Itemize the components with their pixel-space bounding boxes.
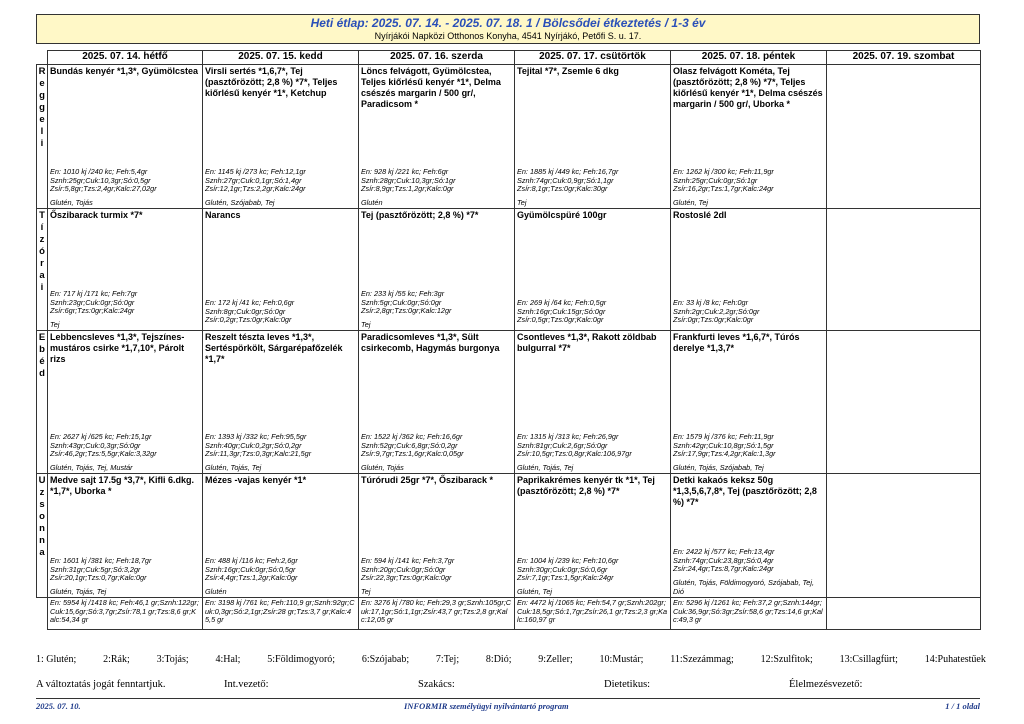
nutrition-info: En: 233 kj /55 kc; Feh:3gr Sznh:5gr;Cuk:0gr;Só:0gr Zsír:2,8gr;Tzs:0gr;Kalc:12gr	[361, 289, 452, 316]
day-header: 2025. 07. 16. szerda	[359, 51, 515, 65]
dish-name: Detki kakaós keksz 50g *1,3,5,6,7,8*, Tej (pasztőrözött; 2,8 %) *7*	[673, 475, 817, 507]
allergen-list: Tej	[361, 320, 371, 329]
menu-title: Heti étlap: 2025. 07. 14. - 2025. 07. 18. 1 / Bölcsődei étkeztetés / 1-3 év	[310, 16, 706, 30]
dish-name: Túrórudi 25gr *7*, Őszibarack *	[361, 475, 494, 485]
allergen-legend-item: 1: Glutén;	[36, 654, 77, 665]
dish-name: Frankfurti leves *1,6,7*, Túrós derelye *1,3,7*	[673, 332, 800, 353]
daily-total: En: 3276 kj /780 kc; Feh:29,3 gr;Sznh:105gr;Cuk:17,1gr;Só:1,1gr;Zsír:43,7 gr;Tzs:2,8 gr;Kalc:12,05 gr	[359, 598, 515, 630]
header-corner	[37, 51, 48, 65]
allergen-legend-item: 6:Szójabab;	[361, 654, 410, 665]
allergen-list: Glutén, Tojás, Szójabab, Tej	[673, 463, 764, 472]
meal-label: U z s o n n a	[37, 474, 48, 598]
menu-cell	[671, 209, 827, 331]
menu-cell	[827, 331, 981, 474]
allergen-legend-item: 4:Hal;	[215, 654, 241, 665]
nutrition-info: En: 488 kj /116 kc; Feh:2,6gr Sznh:16gr;Cuk:0gr;Só:0,5gr Zsír:4,4gr;Tzs:1,2gr;Kalc:0gr	[205, 556, 298, 583]
menu-cell	[359, 331, 515, 474]
nutrition-info: En: 2422 kj /577 kc; Feh:13,4gr Sznh:74gr;Cuk:23,8gr;Só:0,4gr Zsír:24,4gr;Tzs:8,7gr;Kalc:24gr	[673, 547, 775, 574]
allergen-legend-item: 13:Csillagfürt;	[839, 654, 898, 665]
nutrition-info: En: 1315 kj /313 kc; Feh:26,9gr Sznh:81gr;Cuk:2,6gr;Só:0gr Zsír:10,5gr;Tzs:0,8gr;Kalc:106,97gr	[517, 432, 632, 459]
nutrition-info: En: 717 kj /171 kc; Feh:7gr Sznh:23gr;Cuk:0gr;Só:0gr Zsír:6gr;Tzs:0gr;Kalc:24gr	[50, 289, 138, 316]
allergen-legend-item: 3:Tojás;	[156, 654, 189, 665]
menu-cell	[48, 474, 203, 598]
print-date: 2025. 07. 10.	[36, 701, 81, 711]
nutrition-info: En: 1262 kj /300 kc; Feh:11,9gr Sznh:25gr;Cuk:0gr;Só:1gr Zsír:16,2gr;Tzs:1,7gr;Kalc:24gr	[673, 167, 774, 194]
dish-name: Csontleves *1,3*, Rakott zöldbab bulgurral *7*	[517, 332, 657, 353]
allergen-list: Glutén, Tojás	[361, 463, 404, 472]
meal-row-ebed	[37, 331, 981, 474]
allergen-legend	[36, 654, 986, 665]
menu-cell	[48, 209, 203, 331]
allergen-legend-item: 8:Dió;	[485, 654, 512, 665]
allergen-list: Glutén, Tojás, Tej	[517, 463, 574, 472]
dish-name: Őszibarack turmix *7*	[50, 210, 143, 220]
day-header: 2025. 07. 14. hétfő	[48, 51, 203, 65]
weekly-menu-table	[36, 50, 981, 630]
nutrition-info: En: 33 kj /8 kc; Feh:0gr Sznh:2gr;Cuk:2,2gr;Só:0gr Zsír:0gr;Tzs:0gr;Kalc:0gr	[673, 298, 760, 325]
nutrition-info: En: 928 kj /221 kc; Feh:6gr Sznh:28gr;Cuk:10,3gr;Só:1gr Zsír:8,9gr;Tzs:1,2gr;Kalc:0gr	[361, 167, 456, 194]
allergen-list: Glutén	[361, 198, 383, 207]
allergen-legend-item: 5:Földimogyoró;	[267, 654, 336, 665]
page-footer	[36, 698, 980, 711]
allergen-list: Glutén, Tojás, Földimogyoró, Szójabab, Tej, Dió	[673, 578, 815, 596]
daily-total: En: 3198 kj /761 kc; Feh:110,9 gr;Sznh:92gr;Cuk:0,3gr;Só:2,1gr;Zsír:28 gr;Tzs:3,7 gr;Kalc:45,5 gr	[203, 598, 359, 630]
nutrition-info: En: 1393 kj /332 kc; Feh:95,5gr Sznh:40gr;Cuk:0,2gr;Só:0,2gr Zsír:11,3gr;Tzs:0,3gr;Kalc:21,5gr	[205, 432, 312, 459]
allergen-list: Glutén, Tojás	[50, 198, 93, 207]
dish-name: Narancs	[205, 210, 241, 220]
allergen-list: Glutén, Szójabab, Tej	[205, 198, 275, 207]
dish-name: Reszelt tészta leves *1,3*, Sertéspörkölt, Sárgarépafőzelék *1,7*	[205, 332, 343, 364]
allergen-legend-item: 2:Rák;	[103, 654, 130, 665]
allergen-legend-item: 12:Szulfitok;	[760, 654, 813, 665]
page-number: 1 / 1 oldal	[945, 701, 980, 711]
dish-name: Mézes -vajas kenyér *1*	[205, 475, 307, 485]
day-header: 2025. 07. 17. csütörtök	[515, 51, 671, 65]
nutrition-info: En: 594 kj /141 kc; Feh:3,7gr Sznh:20gr;Cuk:0gr;Só:0gr Zsír:22,3gr;Tzs:0gr;Kalc:0gr	[361, 556, 455, 583]
cook-signature-label: Szakács:	[418, 679, 455, 690]
allergen-list: Tej	[50, 320, 60, 329]
nutrition-info: En: 1010 kj /240 kc; Feh:5,4gr Sznh:25gr;Cuk:10,3gr;Só:0,5gr Zsír:5,8gr;Tzs:2,4gr;Kalc:27,02gr	[50, 167, 157, 194]
nutrition-info: En: 1579 kj /376 kc; Feh:11,9gr Sznh:42gr;Cuk:10,8gr;Só:1,5gr Zsír:17,9gr;Tzs:4,2gr;Kalc:1,3gr	[673, 432, 776, 459]
allergen-list: Tej	[517, 198, 527, 207]
allergen-legend-item: 14:Puhatestűek	[924, 654, 986, 665]
allergen-list: Glutén	[205, 587, 227, 596]
menu-cell	[827, 65, 981, 209]
allergen-legend-item: 11:Szezámmag;	[670, 654, 734, 665]
nutrition-info: En: 1522 kj /362 kc; Feh:16,6gr Sznh:52gr;Cuk:6,8gr;Só:0,2gr Zsír:9,7gr;Tzs:1,6gr;Kalc:0,05gr	[361, 432, 464, 459]
daily-total: En: 4472 kj /1065 kc; Feh:54,7 gr;Sznh:202gr;Cuk:18,5gr;Só:1,7gr;Zsír:26,1 gr;Tzs:2,3 gr;Kalc:160,97 gr	[515, 598, 671, 630]
menu-cell	[203, 474, 359, 598]
menu-cell	[515, 474, 671, 598]
dietitian-signature-label: Dietetikus:	[604, 679, 651, 690]
allergen-legend-item: 10:Mustár;	[599, 654, 644, 665]
dish-name: Rostoslé 2dl	[673, 210, 727, 220]
dish-name: Olasz felvágott Kométa, Tej (pasztőrözött; 2,8 %) *7*, Teljes kiőrlésű kenyér *1*, Delma csészés margarin / 500 gr/, Uborka *	[673, 66, 823, 109]
menu-cell	[827, 474, 981, 598]
rights-note: A változtatás jogát fenntartjuk.	[36, 679, 166, 690]
menu-cell	[203, 209, 359, 331]
program-name: INFORMIR személyügyi nyilvántartó program	[404, 701, 569, 711]
nutrition-info: En: 1145 kj /273 kc; Feh:12,1gr Sznh:27gr;Cuk:0,1gr;Só:1,4gr Zsír:12,1gr;Tzs:2,2gr;Kalc:24gr	[205, 167, 306, 194]
kitchen-address: Nyírjákói Napközi Otthonos Konyha, 4541 Nyírjákó, Petőfi S. u. 17.	[374, 31, 642, 41]
menu-cell	[671, 474, 827, 598]
daily-total-row	[37, 598, 981, 630]
day-header: 2025. 07. 15. kedd	[203, 51, 359, 65]
meal-label: R e g g e l i	[37, 65, 48, 209]
day-header: 2025. 07. 19. szombat	[827, 51, 981, 65]
menu-cell	[48, 331, 203, 474]
menu-cell	[203, 331, 359, 474]
dish-name: Gyümölcspüré 100gr	[517, 210, 607, 220]
nutrition-info: En: 2627 kj /625 kc; Feh:15,1gr Sznh:43gr;Cuk:0,3gr;Só:0gr Zsír:46,2gr;Tzs:5,5gr;Kalc:3,32gr	[50, 432, 157, 459]
manager-signature-label: Int.vezető:	[224, 679, 269, 690]
menu-title-box	[36, 14, 980, 44]
menu-cell	[827, 209, 981, 331]
menu-cell	[515, 209, 671, 331]
menu-cell	[671, 331, 827, 474]
allergen-list: Glutén, Tej	[517, 587, 553, 596]
allergen-list: Glutén, Tojás, Tej, Mustár	[50, 463, 133, 472]
nutrition-info: En: 1004 kj /239 kc; Feh:10,6gr Sznh:30gr;Cuk:0gr;Só:0,6gr Zsír:7,1gr;Tzs:1,5gr;Kalc:24gr	[517, 556, 619, 583]
day-header-row	[37, 51, 981, 65]
dish-name: Bundás kenyér *1,3*, Gyümölcstea	[50, 66, 199, 76]
dish-name: Paradicsomleves *1,3*, Sült csirkecomb, Hagymás burgonya	[361, 332, 500, 353]
nutrition-info: En: 172 kj /41 kc; Feh:0,6gr Sznh:8gr;Cuk:0gr;Só:0gr Zsír:0,2gr;Tzs:0gr;Kalc:0gr	[205, 298, 295, 325]
dish-name: Tejital *7*, Zsemle 6 dkg	[517, 66, 619, 76]
total-label-cell	[37, 598, 48, 630]
allergen-list: Glutén, Tojás, Tej	[50, 587, 107, 596]
daily-total: En: 5296 kj /1261 kc; Feh:37,2 gr;Sznh:144gr;Cuk:36,9gr;Só:3gr;Zsír:58,6 gr;Tzs:14,6 gr;Kalc:49,3 gr	[671, 598, 827, 630]
dish-name: Tej (pasztőrözött; 2,8 %) *7*	[361, 210, 479, 220]
meal-row-reggeli	[37, 65, 981, 209]
menu-cell	[48, 65, 203, 209]
allergen-list: Tej	[361, 587, 371, 596]
dish-name: Medve sajt 17.5g *3,7*, Kifli 6.dkg. *1,7*, Uborka *	[50, 475, 195, 496]
dish-name: Löncs felvágott, Gyümölcstea, Teljes kiőrlésű kenyér *1*, Delma csészés margarin / 500 gr/, Paradicsom *	[361, 66, 501, 109]
nutrition-info: En: 1885 kj /449 kc; Feh:16,7gr Sznh:74gr;Cuk:0,9gr;Só:1,1gr Zsír:8,1gr;Tzs:0gr;Kalc:30gr	[517, 167, 619, 194]
menu-cell	[671, 65, 827, 209]
dish-name: Virsli sertés *1,6,7*, Tej (pasztőrözött; 2,8 %) *7*, Teljes kiőrlésű kenyér *1*, Ketchup	[205, 66, 338, 98]
menu-cell	[203, 65, 359, 209]
allergen-list: Glutén, Tej	[673, 198, 709, 207]
menu-cell	[359, 474, 515, 598]
meal-label: E b é d	[37, 331, 48, 474]
menu-cell	[515, 331, 671, 474]
menu-cell	[515, 65, 671, 209]
dish-name: Paprikakrémes kenyér tk *1*, Tej (pasztőrözött; 2,8 %) *7*	[517, 475, 655, 496]
food-manager-signature-label: Élelmezésvezető:	[789, 679, 863, 690]
daily-total	[827, 598, 981, 630]
day-header: 2025. 07. 18. péntek	[671, 51, 827, 65]
nutrition-info: En: 1601 kj /381 kc; Feh:18,7gr Sznh:31gr;Cuk:5gr;Só:3,2gr Zsír:20,1gr;Tzs:0,7gr;Kalc:0gr	[50, 556, 152, 583]
meal-row-tizorai	[37, 209, 981, 331]
meal-label: T í z ó r a i	[37, 209, 48, 331]
meal-row-uzsonna	[37, 474, 981, 598]
menu-cell	[359, 65, 515, 209]
dish-name: Lebbencsleves *1,3*, Tejszínes-mustáros csirke *1,7,10*, Párolt rizs	[50, 332, 185, 364]
daily-total: En: 5954 kj /1418 kc; Feh:46,1 gr;Sznh:122gr;Cuk:15,6gr;Só:3,7gr;Zsír:78,1 gr;Tzs:8,6 gr;Kalc:54,34 gr	[48, 598, 203, 630]
allergen-legend-item: 7:Tej;	[435, 654, 460, 665]
allergen-legend-item: 9:Zeller;	[538, 654, 573, 665]
allergen-list: Glutén, Tojás, Tej	[205, 463, 262, 472]
nutrition-info: En: 269 kj /64 kc; Feh:0,5gr Sznh:16gr;Cuk:15gr;Só:0gr Zsír:0,5gr;Tzs:0gr;Kalc:0gr	[517, 298, 607, 325]
menu-cell	[359, 209, 515, 331]
